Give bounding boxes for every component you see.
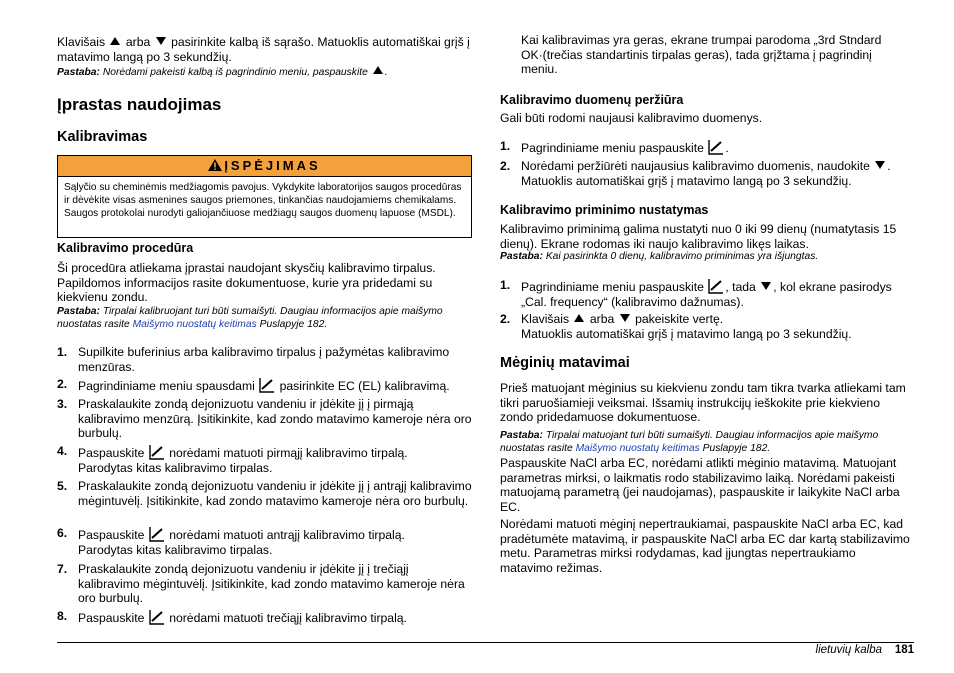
section-heading-usage: Įprastas naudojimas: [57, 95, 222, 114]
procedure-paragraph: Ši procedūra atliekama įprastai naudojant skysčių kalibravimo tirpalus. Papildomos informacijos rasite dokumentuose, kurie yra pridedami su kiekvienu zondu.: [57, 261, 436, 305]
continuation-text: Kai kalibravimas yra geras, ekrane trumpai parodoma „3rd Stndard OK·(trečias standartinis tirpalas geras), tada grįžtama į pagrindinį meniu.: [521, 33, 882, 77]
section-heading-measurements: Mėginių matavimai: [500, 355, 630, 371]
subheading-procedure: Kalibravimo procedūra: [57, 241, 194, 255]
page-number: 181: [894, 644, 914, 656]
intro-paragraph: Klavišais arba pasirinkite kalbą iš sąrašo. Matuoklis automatiškai grįš į matavimo langą po 3 sekundžių.: [57, 35, 470, 64]
warning-text: Sąlyčio su cheminėmis medžiagomis pavojus. Vykdykite laboratorijos saugos procedūras ir dėvėkite visas asmenines saugos priemones, tinkančias naudojamiems chemikalams. Saugos protokolai nurodyti galiojančiuose medžiagų saugos duomenų lapuose (MSDL).: [64, 182, 462, 219]
measurements-paragraph-3: Norėdami matuoti mėginį nepertraukiamai, paspauskite NaCl arba EC, kad pradėtumėte matavimą, ir paspauskite NaCl arba EC dar kartą stabilizavimo metu. Parametras mirksi rodydamas, kad įjungtas nepertraukiamo matavimo režimas.: [500, 517, 910, 575]
warning-triangle-icon: [208, 159, 222, 171]
view-step: 2. Norėdami peržiūrėti naujausius kalibravimo duomenis, naudokite . Matuoklis automatiškai grįš į matavimo langą po 3 sekundžių.: [500, 159, 891, 188]
calibration-icon: [149, 444, 165, 460]
measurements-paragraph: Prieš matuojant mėginius su kiekvienu zondu tam tikra tvarka atliekami tam tikri paruošiamieji veiksmai. Išsamių instrukcijų ieškokite prie kiekvieno zondo pridedamuose dokumentuose.: [500, 381, 906, 425]
down-arrow-icon: [875, 161, 885, 169]
warning-header: ĮSPĖJIMAS: [58, 156, 471, 177]
calibration-icon: [708, 139, 724, 155]
view-paragraph: Gali būti rodomi naujausi kalibravimo duomenys.: [500, 111, 763, 125]
procedure-step: 5. Praskalaukite zondą dejonizuotu vandeniu ir įdėkite jį į antrąjį kalibravimo mėgintuvėlį. Įsitikinkite, kad zondo matavimo kameroje nėra oro burbulų.: [57, 479, 472, 508]
procedure-step: 2. Pagrindiniame meniu spausdami pasirinkite EC (EL) kalibravimą.: [57, 377, 450, 393]
up-arrow-icon: [110, 37, 120, 45]
reminder-step: 2. Klavišais arba pakeiskite vertę. Matuoklis automatiškai grįš į matavimo langą po 3 sekundžių.: [500, 312, 852, 341]
procedure-step: 1. Supilkite buferinius arba kalibravimo tirpalus į pažymėtas kalibravimo menzūras.: [57, 345, 450, 374]
warning-box: [57, 155, 472, 238]
calibration-icon: [149, 526, 165, 542]
subheading-view-data: Kalibravimo duomenų peržiūra: [500, 93, 684, 107]
procedure-step: 4. Paspauskite norėdami matuoti pirmąjį kalibravimo tirpalą. Parodytas kitas kalibravimo tirpalas.: [57, 444, 408, 475]
calibration-icon: [149, 609, 165, 625]
subheading-reminder: Kalibravimo priminimo nustatymas: [500, 203, 709, 217]
down-arrow-icon: [156, 37, 166, 45]
reminder-paragraph: Kalibravimo priminimą galima nustatyti nuo 0 iki 99 dienų (numatytasis 15 dienų). Ekrane rodomas iki naujo kalibravimo likęs laikas.: [500, 222, 897, 251]
up-arrow-icon: [574, 314, 584, 322]
procedure-note: Pastaba: Tirpalai kalibruojant turi būti sumaišyti. Daugiau informacijos apie maišymo nuostatas rasite Maišymo nuostatų keitimas Puslapyje 182.: [57, 306, 443, 330]
calibration-icon: [708, 278, 724, 294]
measurements-note: Pastaba: Tirpalai matuojant turi būti sumaišyti. Daugiau informacijos apie maišymo nuostatas rasite Maišymo nuostatų keitimas Puslapyje 182.: [500, 430, 879, 454]
calibration-icon: [259, 377, 275, 393]
procedure-step: 6. Paspauskite norėdami matuoti antrąjį kalibravimo tirpalą. Parodytas kitas kalibravimo tirpalas.: [57, 526, 405, 557]
down-arrow-icon: [620, 314, 630, 322]
measurements-paragraph-2: Paspauskite NaCl arba EC, norėdami atlikti mėginio matavimą. Matuojant parametras mirksi, o laikmatis rodo stabilizavimo laiką. Norėdami pakeisti matuojamą parametrą (jei naudojamas), paspauskite ir laikykite NaCl arba EC.: [500, 456, 900, 514]
footer-language: lietuvių kalba: [815, 644, 882, 656]
procedure-step: 7. Praskalaukite zondą dejonizuotu vandeniu ir įdėkite jį į trečiąjį kalibravimo mėgintuvėlį. Įsitikinkite, kad zondo matavimo kameroje nėra oro burbulų.: [57, 562, 465, 606]
procedure-step: 8. Paspauskite norėdami matuoti trečiąjį kalibravimo tirpalą.: [57, 609, 407, 625]
view-step: 1. Pagrindiniame meniu paspauskite .: [500, 139, 729, 155]
reminder-step: 1. Pagrindiniame meniu paspauskite , tada , kol ekrane pasirodys „Cal. frequency“ (kalibravimo dažnumas).: [500, 278, 892, 309]
intro-note: Pastaba: Norėdami pakeisti kalbą iš pagrindinio meniu, paspauskite .: [57, 67, 388, 78]
reminder-note: Pastaba: Kai pasirinkta 0 dienų, kalibravimo priminimas yra išjungtas.: [500, 251, 819, 262]
procedure-step: 3. Praskalaukite zondą dejonizuotu vandeniu ir įdėkite jį į pirmąją kalibravimo menzūrą. Įsitikinkite, kad zondo matavimo kameroje nėra oro burbulų.: [57, 397, 472, 441]
up-arrow-icon: [373, 66, 383, 74]
down-arrow-icon: [761, 282, 771, 290]
footer-rule: [57, 642, 914, 643]
section-heading-calibration: Kalibravimas: [57, 129, 148, 145]
mixing-settings-link[interactable]: Maišymo nuostatų keitimas: [575, 443, 700, 454]
mixing-settings-link[interactable]: Maišymo nuostatų keitimas: [132, 319, 257, 330]
